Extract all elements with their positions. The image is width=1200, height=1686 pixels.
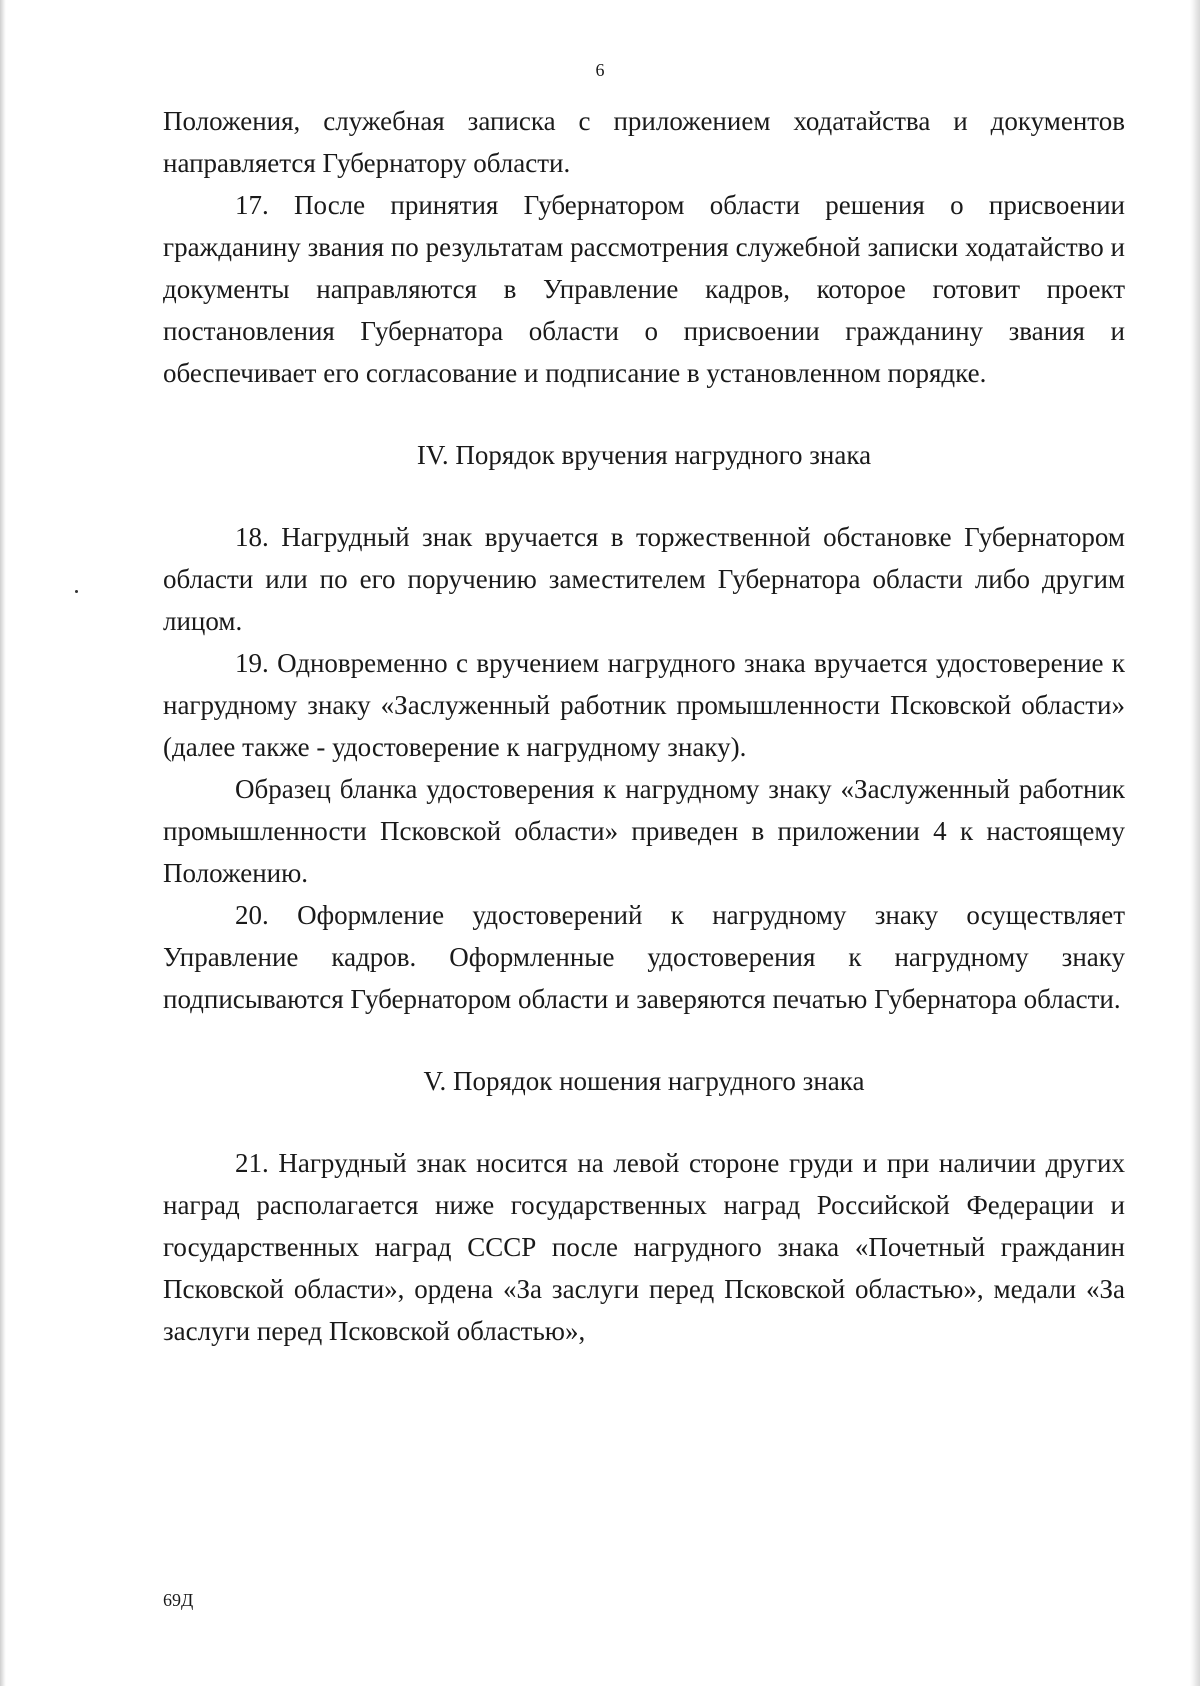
paragraph-20: 20. Оформление удостоверений к нагрудному знаку осуществляет Управление кадров. Оформленные удостоверения к нагрудному знаку подписываются Губернатором области и заверяются печатью Губернатора области.	[163, 900, 1125, 1014]
page-number: 6	[595, 60, 605, 80]
paragraph-18: 18. Нагрудный знак вручается в торжественной обстановке Губернатором области или по его поручению заместителем Губернатора области либо другим лицом.	[163, 522, 1125, 636]
scan-edge-left	[0, 0, 6, 1686]
section-heading-iv: IV. Порядок вручения нагрудного знака	[416, 440, 872, 470]
paragraph-17: 17. После принятия Губернатором области решения о присвоении гражданину звания по результатам рассмотрения служебной записки ходатайство и документы направляются в Управление кадров, которое готовит проект постановления Губернатора области о присвоении гражданину звания и обеспечивает его согласование и подписание в установленном порядке.	[163, 190, 1125, 388]
paragraph-sample-form: Образец бланка удостоверения к нагрудному знаку «Заслуженный работник промышленности Псковской области» приведен в приложении 4 к настоящему Положению.	[163, 774, 1125, 888]
paragraph-21: 21. Нагрудный знак носится на левой стороне груди и при наличии других наград располагается ниже государственных наград Российской Федерации и государственных наград СССР после нагрудного знака «Почетный гражданин Псковской области», ордена «За заслуги перед Псковской областью», медали «За заслуги перед Псковской областью»,	[163, 1148, 1125, 1346]
scan-edge-right	[1190, 0, 1200, 1686]
document-body	[163, 100, 1125, 1352]
stray-dot-mark	[75, 590, 78, 593]
paragraph-continuation: Положения, служебная записка с приложением ходатайства и документов направляется Губернатору области.	[163, 106, 1125, 178]
footer-document-code: 69Д	[163, 1590, 194, 1610]
paragraph-19: 19. Одновременно с вручением нагрудного знака вручается удостоверение к нагрудному знаку «Заслуженный работник промышленности Псковской области» (далее также - удостоверение к нагрудному знаку).	[163, 648, 1125, 762]
section-heading-v: V. Порядок ношения нагрудного знака	[423, 1066, 865, 1096]
